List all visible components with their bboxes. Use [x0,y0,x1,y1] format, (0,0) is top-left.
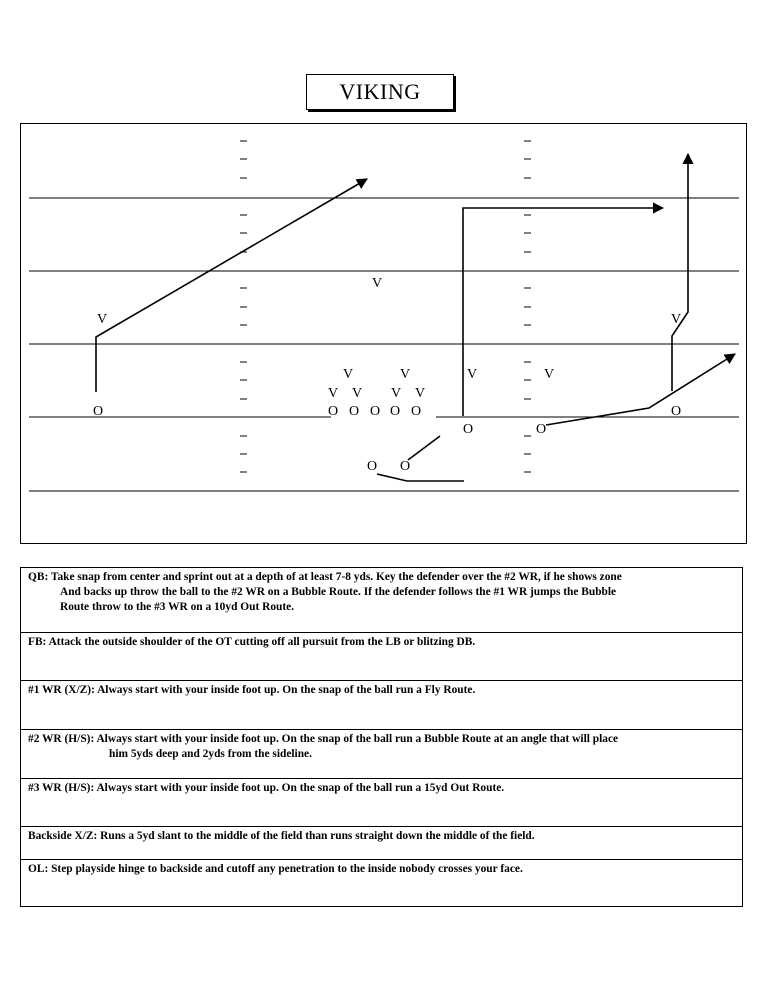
defender: V [399,367,411,382]
note-wr1 [21,681,742,730]
field-svg [21,124,746,543]
note-text: Backside X/Z: Runs a 5yd slant to the middle of the field than runs straight down the middle of the field. [28,830,535,842]
qb-sprint-path [377,474,464,481]
backside-slant-route [672,154,688,391]
defender: V [390,386,402,401]
note-fb [21,633,742,681]
defender: V [342,367,354,382]
quarterback: O [366,459,378,474]
note-text: FB: Attack the outside shoulder of the OT cutting off all pursuit from the LB or blitzing DB. [28,636,476,648]
lineman: O [327,404,339,419]
note-qb [21,568,742,633]
note-wr3 [21,779,742,827]
receiver: O [462,422,474,437]
defender: V [351,386,363,401]
yard-lines [29,198,739,491]
note-text: And backs up throw the ball to the #2 WR on a Bubble Route. If the defender follows the #1 WR jumps the Bubble [60,586,617,598]
defender: V [96,312,108,327]
fly-route-left [96,179,367,392]
defender: V [543,367,555,382]
offense [93,404,681,474]
receiver: O [670,404,682,419]
out-route [463,208,663,416]
fullback: O [399,459,411,474]
fb-block-line [408,436,440,460]
defender: V [327,386,339,401]
lineman: O [369,404,381,419]
bubble-route [543,354,735,425]
note-text: #1 WR (X/Z): Always start with your inside foot up. On the snap of the ball run a Fly Route. [28,684,476,696]
lineman: O [410,404,422,419]
defender: V [466,367,478,382]
note-backside [21,827,742,860]
defense [97,276,681,401]
play-diagram [20,123,747,544]
note-ol [21,860,742,906]
play-title: VIKING [339,79,421,104]
receiver: O [535,422,547,437]
note-text: OL: Step playside hinge to backside and cutoff any penetration to the inside nobody crosses your face. [28,863,523,875]
note-text: #2 WR (H/S): Always start with your inside foot up. On the snap of the ball run a Bubble Route at an angle that will place [28,733,619,745]
note-text: #3 WR (H/S): Always start with your inside foot up. On the snap of the ball run a 15yd Out Route. [28,782,505,794]
note-wr2 [21,730,742,779]
receiver: O [92,404,104,419]
note-text: Route throw to the #3 WR on a 10yd Out Route. [60,601,295,613]
play-title-box [306,74,454,110]
note-text: QB: Take snap from center and sprint out at a depth of at least 7-8 yds. Key the defender over the #2 WR, if he shows zone [28,571,622,583]
lineman: O [389,404,401,419]
coaching-notes [20,567,743,907]
note-text: him 5yds deep and 2yds from the sideline. [109,748,312,760]
hash-marks [240,141,531,472]
routes [96,154,735,481]
defender: V [670,312,682,327]
defender: V [371,276,383,291]
defender: V [414,386,426,401]
lineman: O [348,404,360,419]
